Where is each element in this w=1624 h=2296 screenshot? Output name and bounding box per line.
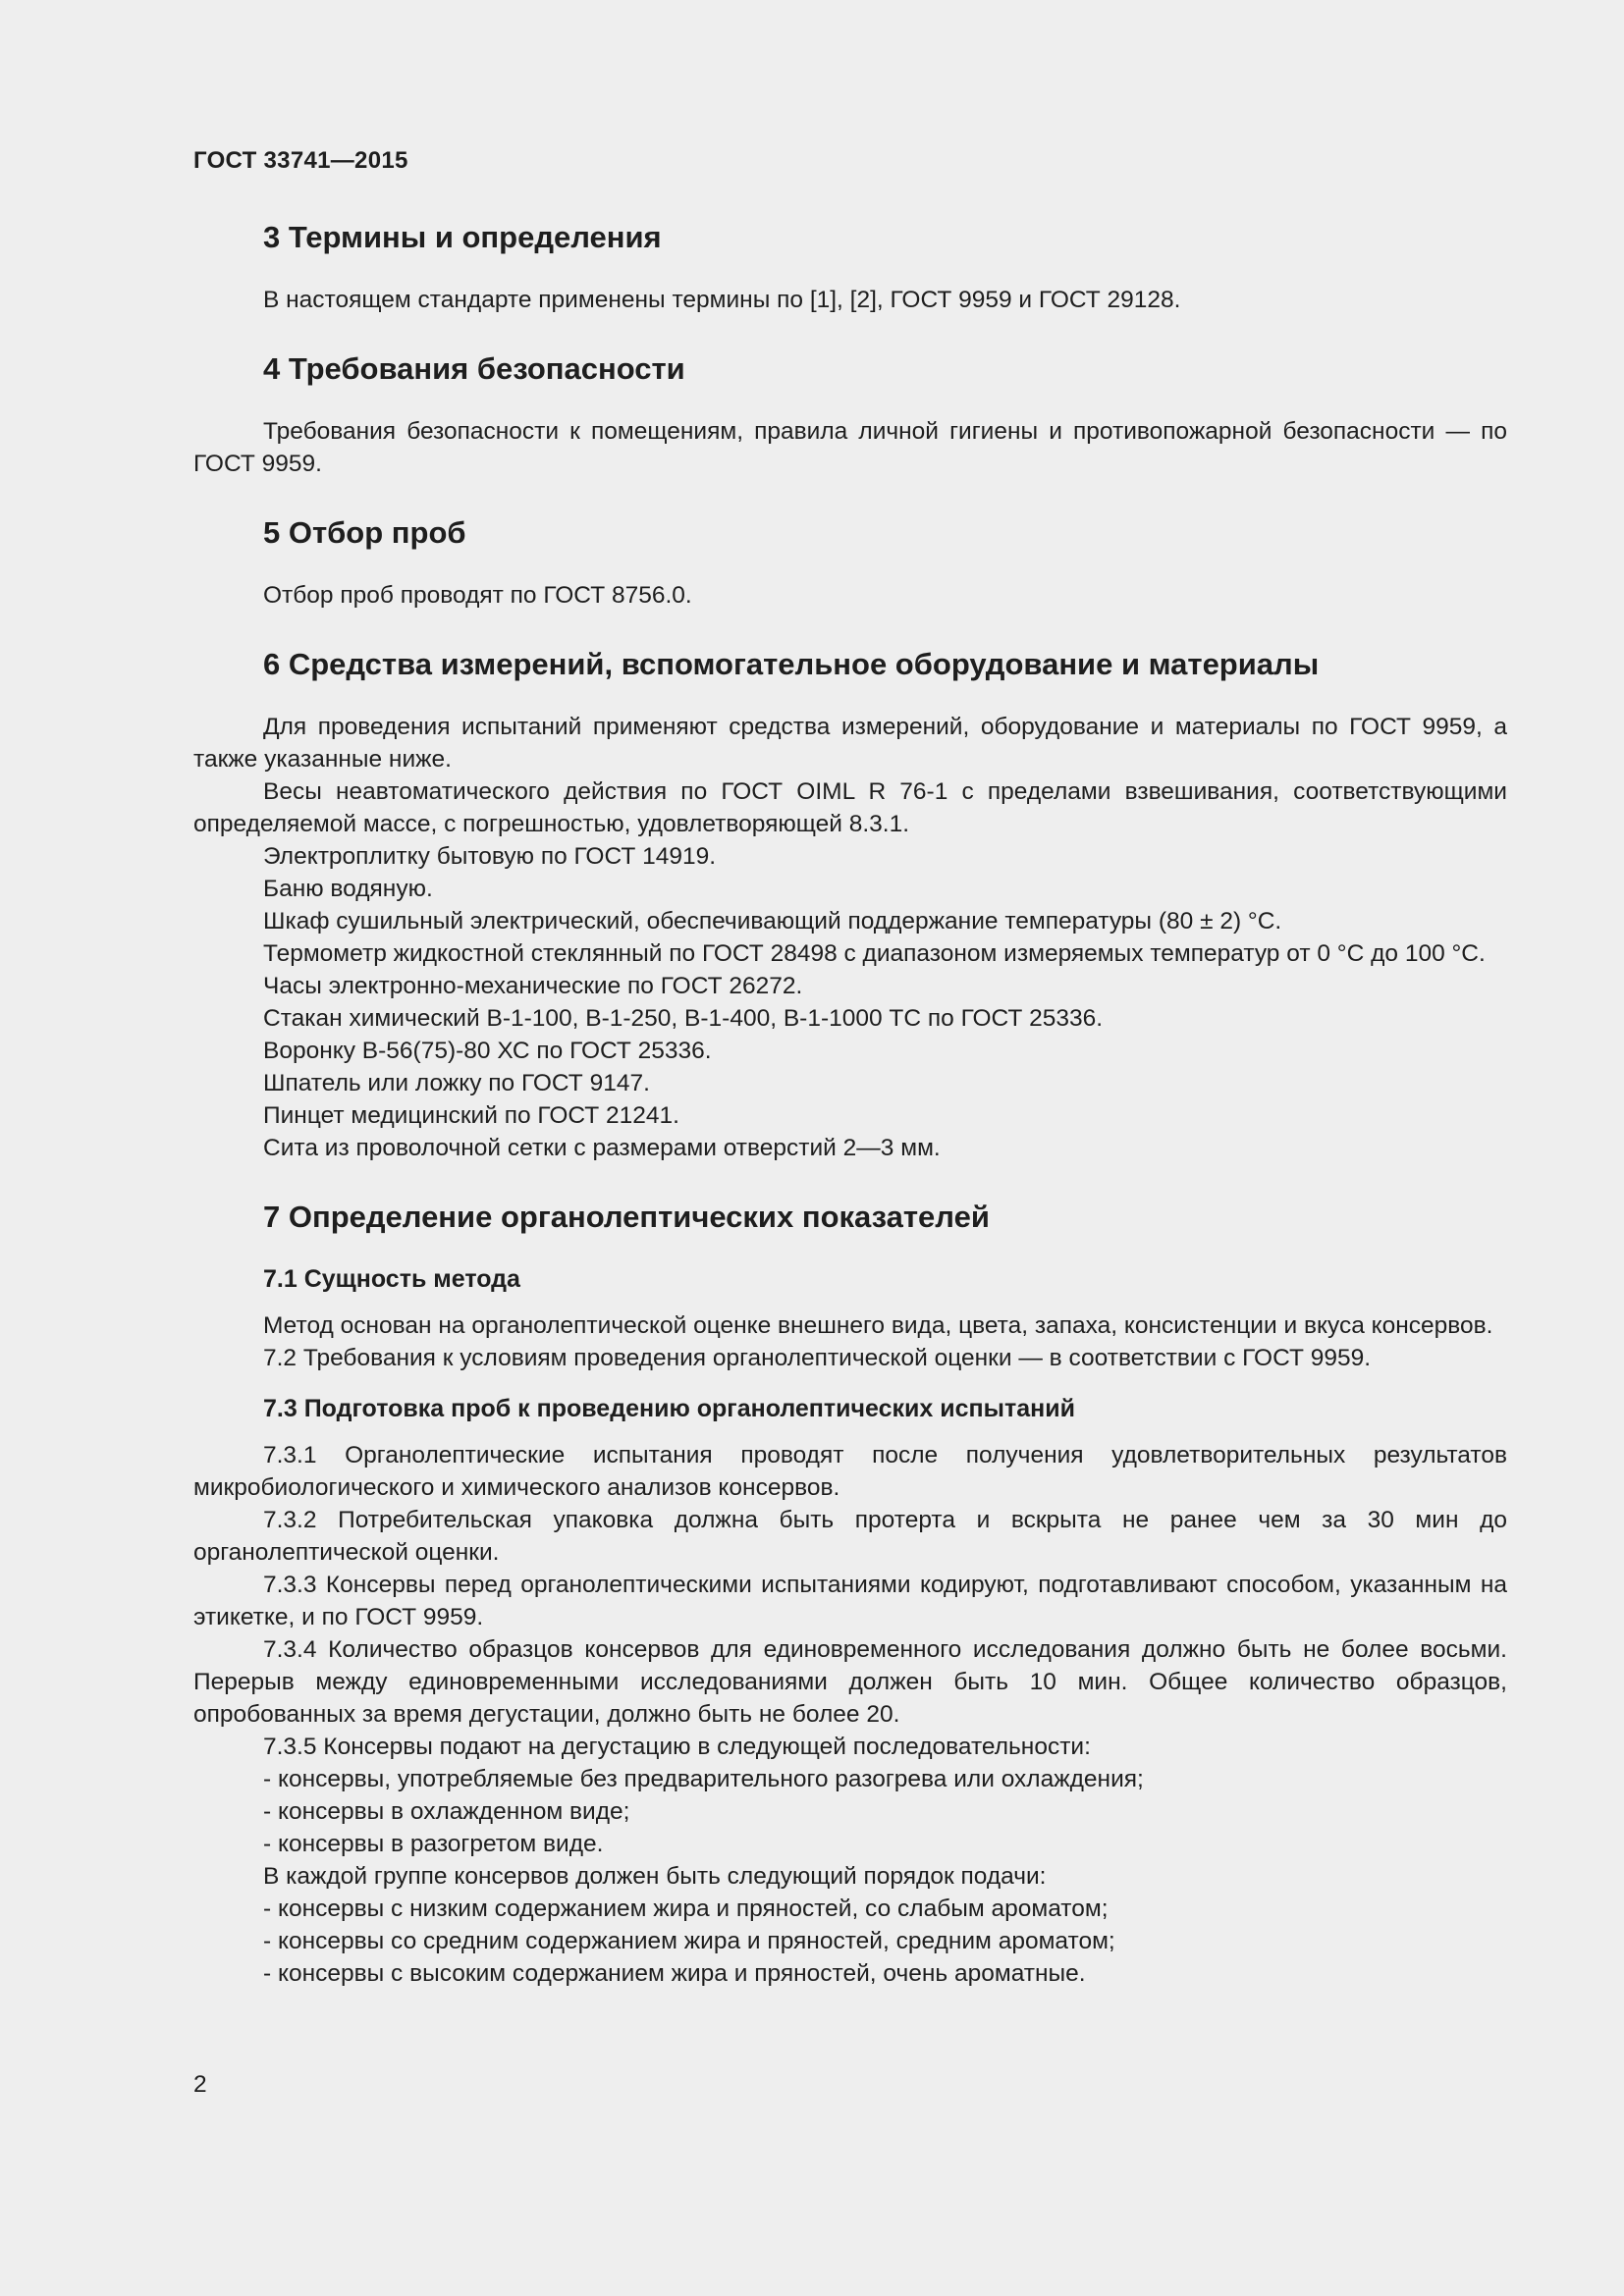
section-5-paragraph: Отбор проб проводят по ГОСТ 8756.0. [263,582,692,609]
equipment-item: Часы электронно-механические по ГОСТ 26272. [263,973,803,999]
section-3-paragraph: В настоящем стандарте применены термины по [1], [2], ГОСТ 9959 и ГОСТ 29128. [263,287,1181,313]
equipment-item: Термометр жидкостной стеклянный по ГОСТ 28498 с диапазоном измеряемых температур от 0 °С до 100 °С. [263,940,1486,967]
list-item: - консервы, употребляемые без предварительного разогрева или охлаждения; [263,1766,1144,1792]
section-4-paragraph: Требования безопасности к помещениям, правила личной гигиены и противопожарной безопасности — по ГОСТ 9959. [193,418,1507,477]
equipment-item: Электроплитку бытовую по ГОСТ 14919. [263,843,717,870]
list-item: - консервы с низким содержанием жира и пряностей, со слабым ароматом; [263,1896,1109,1922]
equipment-item: Пинцет медицинский по ГОСТ 21241. [263,1102,679,1129]
section-4-title: 4 Требования безопасности [263,351,685,386]
section-6-intro: Для проведения испытаний применяют средства измерений, оборудование и материалы по ГОСТ 9959, а также указанные ниже. [193,714,1507,773]
clause-7-3-4: 7.3.4 Количество образцов консервов для единовременного исследования должно быть не более восьми. Перерыв между единовременными исследованиями должен быть 10 мин. Общее количество образцов, опробованных за время дегустации, должно быть не более 20. [193,1636,1507,1728]
equipment-item: Сита из проволочной сетки с размерами отверстий 2—3 мм. [263,1135,941,1161]
clause-7-3-3: 7.3.3 Консервы перед органолептическими испытаниями кодируют, подготавливают способом, указанным на этикетке, и по ГОСТ 9959. [193,1572,1507,1630]
section-7-1-paragraph: Метод основан на органолептической оценке внешнего вида, цвета, запаха, консистенции и вкуса консервов. [263,1312,1493,1339]
section-7-title: 7 Определение органолептических показателей [263,1200,990,1234]
order-intro: В каждой группе консервов должен быть следующий порядок подачи: [263,1863,1047,1890]
clause-7-3-1: 7.3.1 Органолептические испытания проводят после получения удовлетворительных результатов микробиологического и химического анализов консервов. [193,1442,1507,1501]
equipment-item: Шкаф сушильный электрический, обеспечивающий поддержание температуры (80 ± 2) °С. [263,908,1282,934]
equipment-item: Баню водяную. [263,876,433,902]
equipment-item: Стакан химический В-1-100, В-1-250, В-1-400, В-1-1000 ТС по ГОСТ 25336. [263,1005,1104,1032]
document-body [193,218,1507,1990]
list-item: - консервы в охлажденном виде; [263,1798,630,1825]
section-5-title: 5 Отбор проб [263,515,466,550]
section-7-1-title: 7.1 Сущность метода [263,1265,520,1293]
page-number: 2 [193,2071,207,2098]
list-item: - консервы в разогретом виде. [263,1831,604,1857]
list-item: - консервы с высоким содержанием жира и пряностей, очень ароматные. [263,1960,1086,1987]
equipment-item: Весы неавтоматического действия по ГОСТ OIML R 76-1 с пределами взвешивания, соответствующими определяемой массе, с погрешностью, удовлетворяющей 8.3.1. [193,778,1507,837]
list-item: - консервы со средним содержанием жира и пряностей, средним ароматом; [263,1928,1115,1954]
section-7-2-paragraph: 7.2 Требования к условиям проведения органолептической оценки — в соответствии с ГОСТ 9959. [263,1345,1372,1371]
section-6-title: 6 Средства измерений, вспомогательное оборудование и материалы [263,647,1320,681]
section-7-3-title: 7.3 Подготовка проб к проведению органолептических испытаний [263,1395,1075,1422]
clause-7-3-2: 7.3.2 Потребительская упаковка должна быть протерта и вскрыта не ранее чем за 30 мин до органолептической оценки. [193,1507,1507,1566]
equipment-item: Шпатель или ложку по ГОСТ 9147. [263,1070,650,1096]
equipment-item: Воронку В-56(75)-80 ХС по ГОСТ 25336. [263,1038,712,1064]
clause-7-3-5: 7.3.5 Консервы подают на дегустацию в следующей последовательности: [263,1734,1091,1760]
section-3-title: 3 Термины и определения [263,220,662,254]
document-header: ГОСТ 33741—2015 [193,147,408,174]
